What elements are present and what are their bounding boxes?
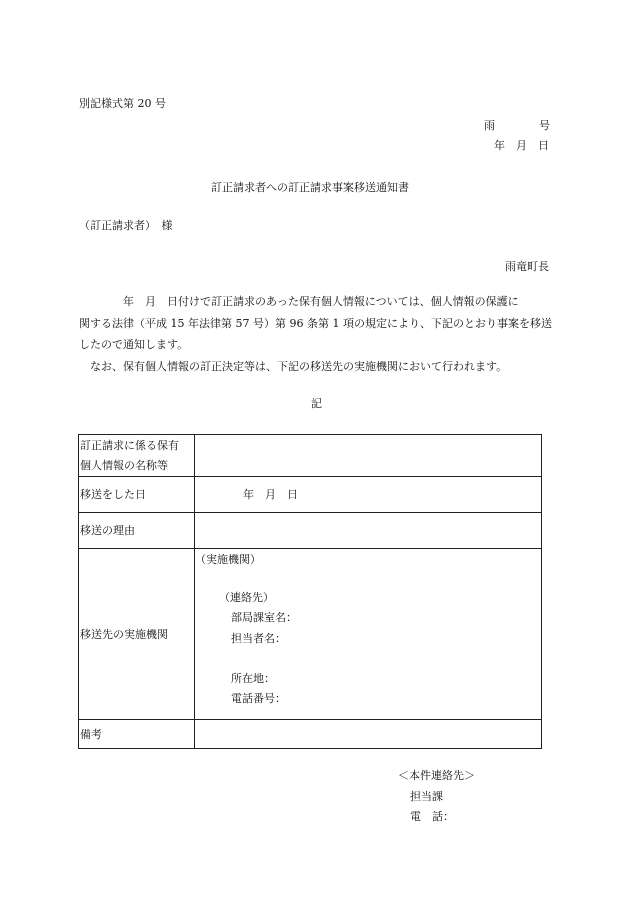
label-text: 備考: [80, 727, 102, 741]
transfer-details-table: [78, 434, 542, 749]
table-value-cell: [195, 549, 542, 720]
table-row: [79, 513, 542, 549]
body-text-4: なお、保有個人情報の訂正決定等は、下記の移送先の実施機関において行われます。: [90, 359, 508, 373]
table-value-cell: [195, 513, 542, 549]
body-line-2: 関する法律（平成 15 年法律第 57 号）第 96 条第 1 項の規定により、下記のとおり事案を移送: [79, 316, 552, 330]
address-label: 所在地：: [231, 672, 275, 685]
table-row: [79, 549, 542, 720]
transfer-date-value: 年 月 日: [243, 488, 298, 501]
label-text: 訂正請求に係る保有: [80, 438, 179, 452]
table-row: [79, 477, 542, 513]
phone-label: 電話番号：: [231, 692, 286, 705]
document-number: 雨 号: [484, 119, 550, 132]
dept-label: 部局課室名：: [231, 611, 297, 624]
ki-heading: 記: [311, 397, 322, 410]
table-label-cell: [79, 513, 195, 549]
label-text: 個人情報の名称等: [80, 458, 168, 472]
table-value-cell: [195, 435, 542, 477]
table-label-cell: [79, 435, 195, 477]
document-date: 年 月 日: [494, 139, 549, 152]
person-label: 担当者名：: [231, 632, 286, 645]
body-paragraph: [79, 291, 552, 377]
agency-label: （実施機関）: [195, 553, 261, 566]
form-number: 別記様式第 20 号: [79, 97, 166, 110]
table-value-cell: [195, 720, 542, 749]
contact-section: 担当課: [410, 790, 443, 803]
label-text: 移送先の実施機関: [80, 627, 168, 641]
contact-phone: 電 話：: [410, 810, 454, 823]
contact-label: （連絡先）: [219, 591, 274, 604]
body-line-1: [79, 291, 552, 313]
table-label-cell: [79, 720, 195, 749]
body-text-1: 年 月 日付けで訂正請求のあった保有個人情報については、個人情報の保護に: [123, 295, 519, 308]
contact-heading: ＜本件連絡先＞: [398, 769, 475, 782]
body-line-4: [79, 356, 552, 378]
table-value-cell: [195, 477, 542, 513]
table-label-cell: [79, 477, 195, 513]
sender: 雨竜町長: [505, 260, 549, 273]
document-title: 訂正請求者への訂正請求事案移送通知書: [211, 181, 409, 194]
table-label-cell: [79, 549, 195, 720]
label-text: 移送の理由: [80, 524, 135, 537]
label-text: 移送をした日: [80, 488, 146, 501]
addressee: （訂正請求者） 様: [79, 219, 173, 232]
body-line-3: したので通知します。: [79, 338, 189, 351]
table-row: [79, 720, 542, 749]
table-row: [79, 435, 542, 477]
